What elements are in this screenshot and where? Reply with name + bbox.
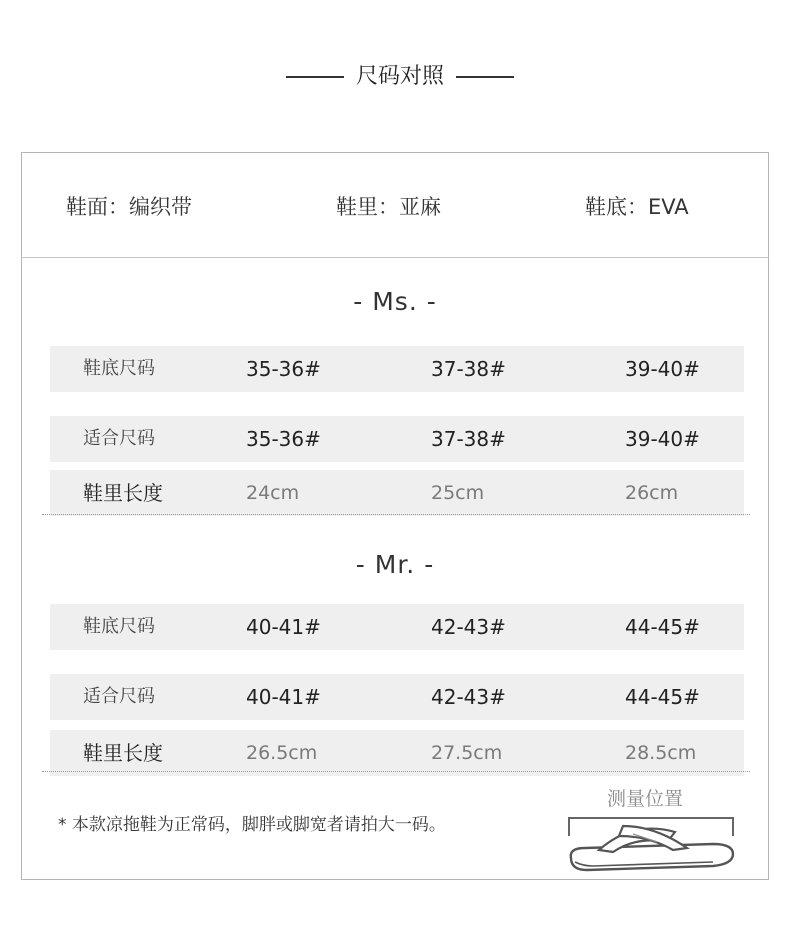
row-label: 适合尺码	[83, 428, 155, 449]
material-sole	[585, 190, 689, 224]
table-cell: 40-41#	[246, 685, 321, 709]
row-label: 鞋里长度	[83, 481, 163, 505]
table-row	[50, 346, 744, 392]
table-cell: 26.5cm	[246, 742, 318, 764]
dotted-divider	[42, 514, 750, 515]
table-cell: 44-45#	[625, 615, 700, 639]
material-divider	[21, 257, 769, 258]
material-upper-label: 鞋面：	[66, 195, 129, 219]
table-row	[50, 730, 744, 776]
table-cell: 42-43#	[431, 615, 506, 639]
table-cell: 27.5cm	[431, 742, 503, 764]
row-label: 鞋底尺码	[83, 616, 155, 637]
material-lining-value: 亚麻	[399, 195, 441, 219]
row-label: 鞋里长度	[83, 741, 163, 765]
table-cell: 44-45#	[625, 685, 700, 709]
table-cell: 37-38#	[431, 427, 506, 451]
section-title-mr: - Mr. -	[355, 550, 435, 579]
page-title-block	[0, 60, 790, 94]
sandal-icon	[563, 812, 739, 878]
table-cell: 35-36#	[246, 427, 321, 451]
material-lining	[336, 190, 441, 224]
size-note: * 本款凉拖鞋为正常码，脚胖或脚宽者请拍大一码。	[58, 815, 446, 835]
title-rule-right	[456, 76, 514, 78]
page-title: 尺码对照	[355, 64, 444, 89]
table-row	[50, 604, 744, 650]
table-cell: 40-41#	[246, 615, 321, 639]
table-row	[50, 416, 744, 462]
material-upper	[66, 190, 192, 224]
table-cell: 39-40#	[625, 357, 700, 381]
dotted-divider	[42, 771, 750, 772]
section-title-ms: - Ms. -	[353, 287, 437, 316]
table-cell: 28.5cm	[625, 742, 697, 764]
measure-position-label: 测量位置	[606, 788, 683, 810]
table-cell: 26cm	[625, 482, 679, 504]
row-label: 适合尺码	[83, 686, 155, 707]
table-row	[50, 470, 744, 516]
material-sole-value: EVA	[648, 195, 689, 219]
table-row	[50, 674, 744, 720]
title-rule-left	[286, 76, 344, 78]
table-cell: 39-40#	[625, 427, 700, 451]
table-cell: 42-43#	[431, 685, 506, 709]
row-label: 鞋底尺码	[83, 358, 155, 379]
table-cell: 37-38#	[431, 357, 506, 381]
table-cell: 35-36#	[246, 357, 321, 381]
material-lining-label: 鞋里：	[336, 195, 399, 219]
material-sole-label: 鞋底：	[585, 195, 648, 219]
table-cell: 24cm	[246, 482, 300, 504]
table-cell: 25cm	[431, 482, 485, 504]
material-upper-value: 编织带	[129, 195, 192, 219]
